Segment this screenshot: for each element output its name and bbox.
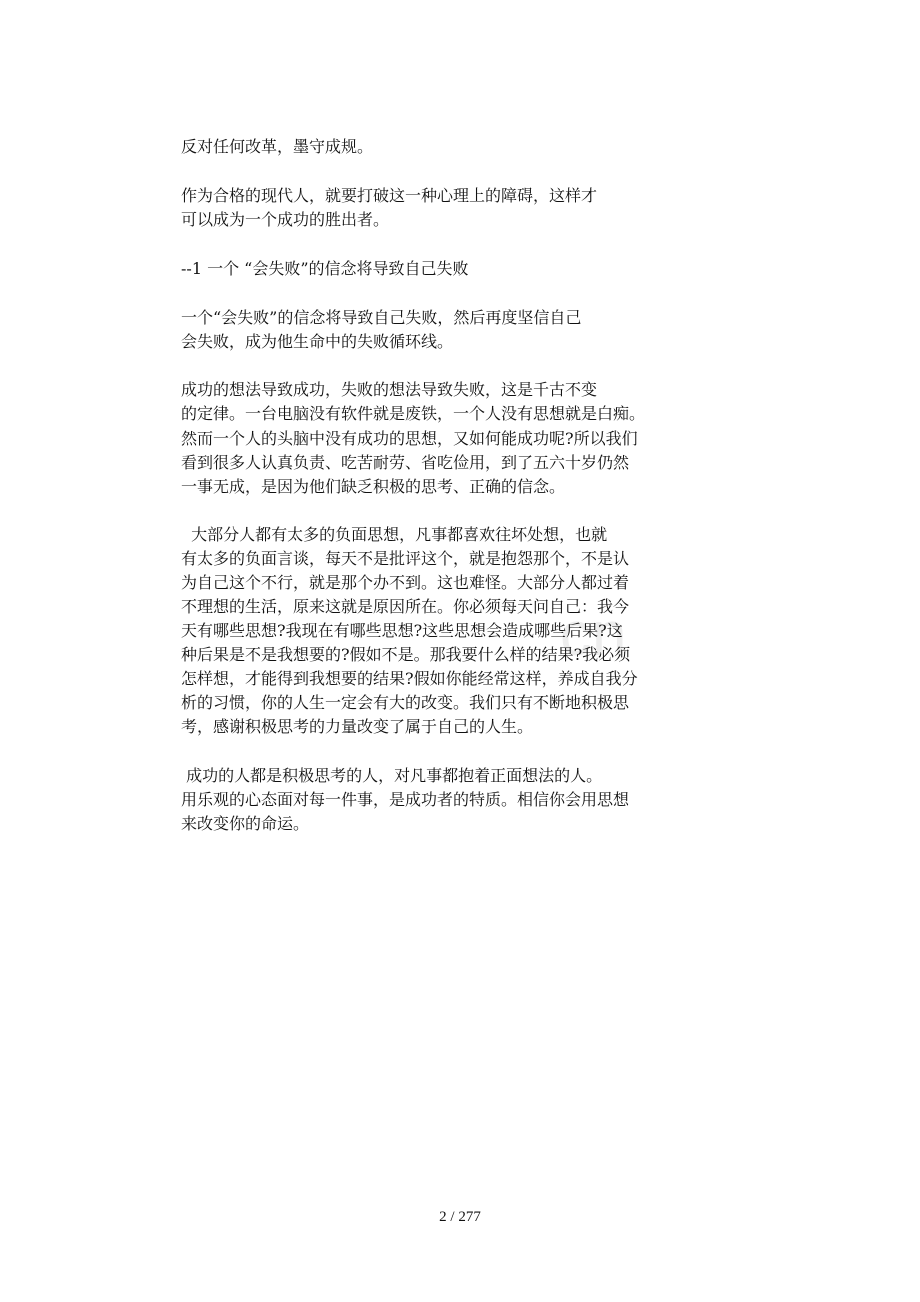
page-number <box>0 1207 920 1227</box>
page-current: 2 <box>439 1209 447 1225</box>
watermark: cn <box>560 600 628 669</box>
text-line: 看到很多人认真负责、吃苦耐劳、省吃俭用，到了五六十岁仍然 <box>181 453 630 472</box>
text-line: 然而一个人的头脑中没有成功的思想，又如何能成功呢?所以我们 <box>181 429 638 448</box>
text-line: 反对任何改革，墨守成规。 <box>181 137 374 156</box>
text-line: 一个“会失败”的信念将导致自己失败，然后再度坚信自己 <box>181 308 582 327</box>
section-heading: --1 一个 “会失败”的信念将导致自己失败 <box>181 259 469 278</box>
page-separator: / <box>446 1209 459 1225</box>
page-total: 277 <box>458 1209 481 1225</box>
text-line: 天有哪些思想?我现在有哪些思想?这些思想会造成哪些后果?这 <box>181 621 623 640</box>
text-line: 会失败，成为他生命中的失败循环线。 <box>181 332 454 351</box>
text-line: 种后果是不是我想要的?假如不是。那我要什么样的结果?我必须 <box>181 645 631 664</box>
text-line: 成功的人都是积极思考的人，对凡事都抱着正面想法的人。 <box>181 766 603 785</box>
text-line: 析的习惯，你的人生一定会有大的改变。我们只有不断地积极思 <box>181 693 630 712</box>
text-line: 作为合格的现代人，就要打破这一种心理上的障碍，这样才 <box>181 186 598 205</box>
text-line: 有太多的负面言谈，每天不是批评这个，就是抱怨那个，不是认 <box>181 549 630 568</box>
text-line: 一事无成，是因为他们缺乏积极的思考、正确的信念。 <box>181 477 566 496</box>
text-line: 可以成为一个成功的胜出者。 <box>181 210 390 229</box>
text-line: 的定律。一台电脑没有软件就是废铁，一个人没有思想就是白痴。 <box>181 404 646 423</box>
text-line: 不理想的生活，原来这就是原因所在。你必须每天问自己：我今 <box>181 597 630 616</box>
text-line: 考，感谢积极思考的力量改变了属于自己的人生。 <box>181 717 534 736</box>
text-line: 成功的想法导致成功，失败的想法导致失败，这是千古不变 <box>181 380 598 399</box>
text-line: 为自己这个不行，就是那个办不到。这也难怪。大部分人都过着 <box>181 573 630 592</box>
text-line: 大部分人都有太多的负面思想，凡事都喜欢往坏处想，也就 <box>181 525 608 544</box>
text-line: 来改变你的命运。 <box>181 814 310 833</box>
text-line: 怎样想，才能得到我想要的结果?假如你能经常这样，养成自我分 <box>181 669 638 688</box>
text-line: 用乐观的心态面对每一件事，是成功者的特质。相信你会用思想 <box>181 790 630 809</box>
